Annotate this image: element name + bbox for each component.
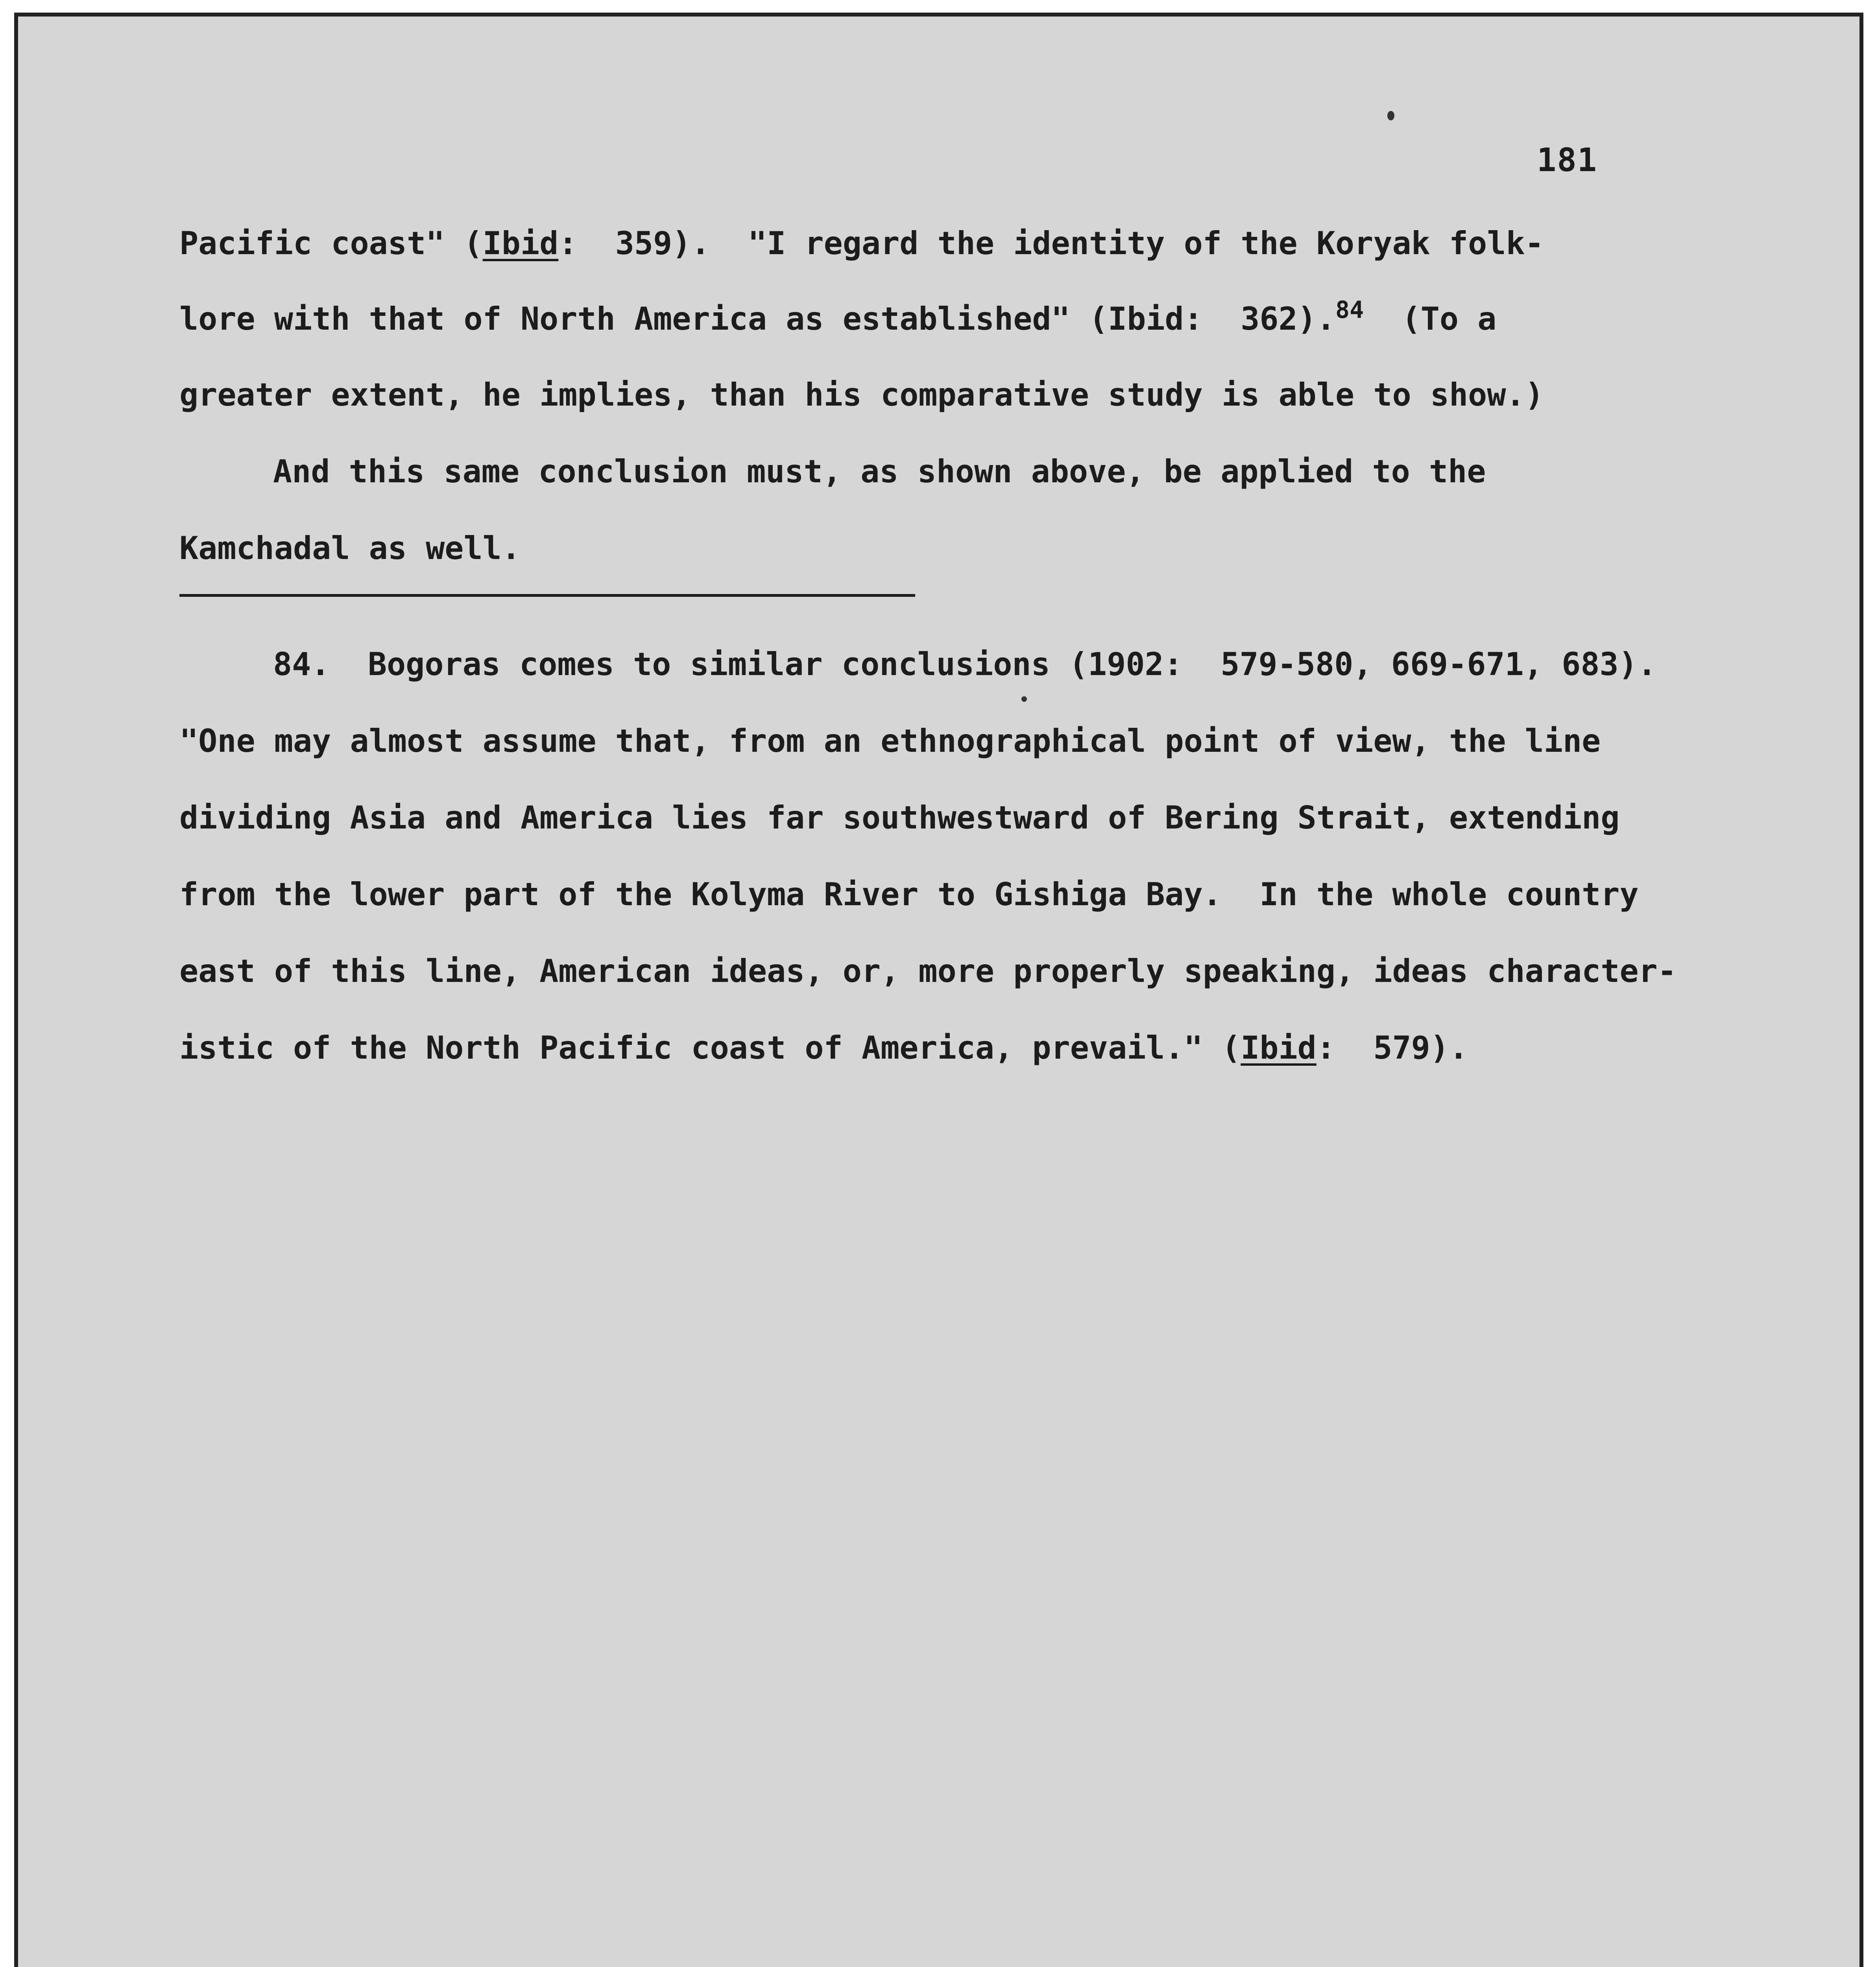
document-page [14, 13, 1863, 1967]
ibid-citation: Ibid [482, 225, 559, 262]
footnote-line-6-pre: istic of the North Pacific coast of America, prevail." ( [179, 1030, 1241, 1066]
scan-speck [1021, 696, 1027, 702]
footnote-line-4: from the lower part of the Kolyma River to Gishiga Bay. In the whole country [179, 876, 1639, 913]
footnote-line-5: east of this line, American ideas, or, more properly speaking, ideas character- [179, 953, 1677, 989]
footnote-line-6 [179, 1030, 1468, 1066]
footnote-separator [179, 594, 915, 597]
body-line-2-post: (To a [1364, 301, 1497, 337]
page-number: 181 [1537, 142, 1598, 179]
body-line-5: Kamchadal as well. [179, 530, 521, 566]
body-line-1 [179, 225, 1544, 262]
body-line-3: greater extent, he implies, than his comparative study is able to show.) [179, 376, 1544, 413]
ibid-citation: Ibid [1241, 1030, 1317, 1066]
footnote-line-3: dividing Asia and America lies far southwestward of Bering Strait, extending [179, 799, 1620, 836]
body-line-2-pre: lore with that of North America as established" (Ibid: 362). [179, 301, 1336, 337]
body-line-4: And this same conclusion must, as shown above, be applied to the [273, 453, 1486, 490]
footnote-line-1: 84. Bogoras comes to similar conclusions (1902: 579-580, 669-671, 683). [273, 646, 1656, 683]
scan-speck [1387, 111, 1394, 120]
body-line-2 [179, 296, 1497, 337]
footnote-line-2: "One may almost assume that, from an ethnographical point of view, the line [179, 723, 1601, 759]
body-line-1-post: : 359). "I regard the identity of the Koryak folk- [558, 225, 1544, 262]
footnote-line-6-post: : 579). [1316, 1030, 1468, 1066]
footnote-reference: 84 [1335, 296, 1364, 324]
body-line-1-pre: Pacific coast" ( [179, 225, 483, 262]
